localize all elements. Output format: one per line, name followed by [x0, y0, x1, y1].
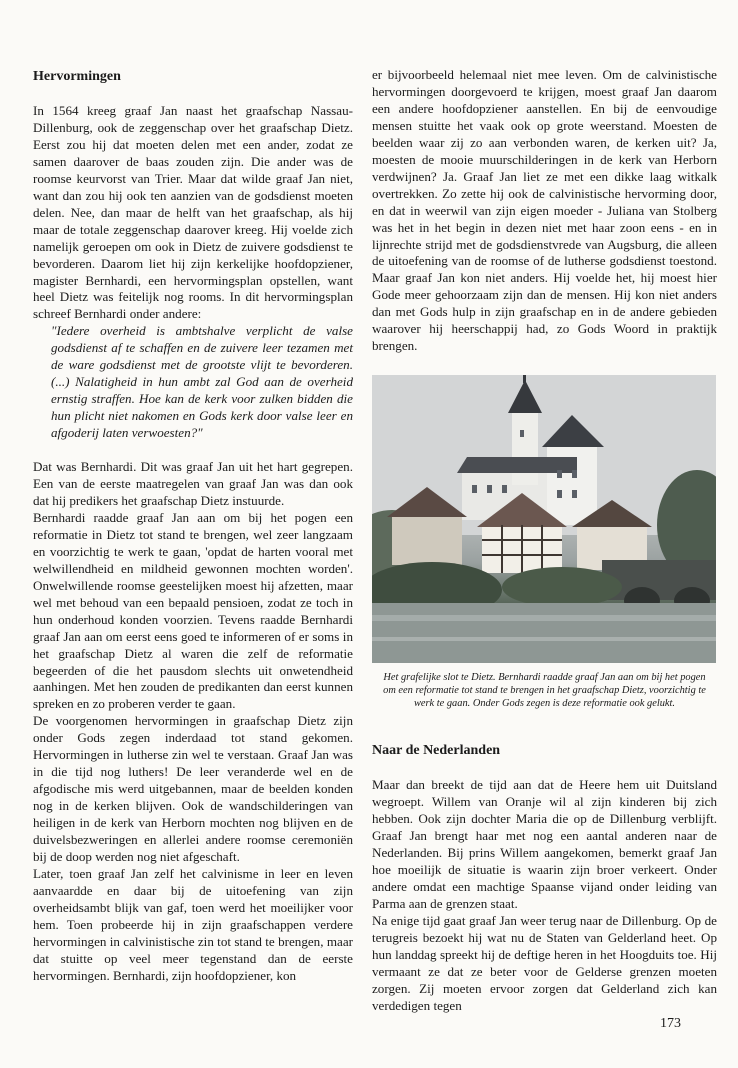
castle-illustration	[372, 375, 716, 663]
section-heading-naar-de-nederlanden: Naar de Nederlanden	[372, 743, 501, 759]
left-column	[33, 68, 353, 985]
paragraph: er bijvoorbeeld helemaal niet mee leven. Om de calvinistische hervormingen doorgevoerd te krijgen, moest graaf Jan daarom een andere hoofdopziener aanstellen. En bij de eenvoudige mensen stuitte het vaak ook op grote weerstand. Moesten de beelden waar zij zo aan verbonden waren, de kerken uit? Ja, moesten de mooie muurschilderingen in de kerk van Herborn verdwijnen? Ja. Graaf Jan liet ze met een dikke laag witkalk overtrekken. Zo zette hij ook de calvinistische hervorming door, en dat in weerwil van zijn eigen moeder - Juliana van Stolberg was het in het begin in dezen niet met haar zoon eens - en in lijnrechte strijd met de godsdienstvrede van Augsburg, die alleen de uitoefening van de roomse of de lutherse godsdienst toestond. Maar graaf Jan kon niet anders. Hij voelde het, hij moest hier Gode meer gehoorzaam zijn dan de mensen. Hij kon niet anders dan met Gods hulp in zijn graafschap en in de andere gebieden waarover hij heerschappij had, zo Gods Woord in praktijk brengen.	[372, 67, 717, 354]
block-quote: "Iedere overheid is ambtshalve verplicht de valse godsdienst af te schaffen en de zuivere leer tezamen met de ware godsdienst met de grootste vlijt te bevorderen. (...) Nalatigheid in hun ambt zal God aan de overheid ernstig straffen. Hoe kan de kerk voor zulken bidden die hun plicht niet nakomen en Gods kerk door valse leer en afgoderij laten verwoesten?"	[51, 323, 353, 441]
right-column	[372, 67, 717, 1015]
paragraph: Later, toen graaf Jan zelf het calvinisme in leer en leven aanvaardde en daar bij de uitoefening van zijn overheidsambt blijk van gaf, toen werd het moeilijker voor hem. Toen probeerde hij in zijn graafschappen verdere hervormingen in calvinistische zin tot stand te brengen, maar dat stuitte op veel meer tegenstand dan de eerste hervormingen. Bernhardi, zijn hoofdopziener, kon	[33, 865, 353, 983]
paragraph: Bernhardi raadde graaf Jan aan om bij het pogen een reformatie in Dietz tot stand te brengen, wel zeer langzaam en voorzichtig te werk te gaan, 'opdat de harten vooral met welwillendheid en mildheid gewonnen mochten worden'. Onwelwillende roomse geestelijken moest hij afzetten, maar wel met behoud van een bepaald pensioen, zodat ze toch in hun onderhoud konden voorzien. Tevens raadde Bernhardi graaf Jan aan om eerst eens goed te informeren of er soms in het graafschap Dietz al waren die zelf de reformatie begeerden of die het pausdom slechts uit onwetendheid aanhingen. Met hen zouden de predikanten dan eerst kunnen spreken en zo proberen verder te gaan.	[33, 509, 353, 712]
photo-caption: Het grafelijke slot te Dietz. Bernhardi raadde graaf Jan aan om bij het pogen om een reformatie tot stand te brengen in het graafschap Dietz, voorzichtig te werk te gaan. Onder Gods zegen is deze reformatie ook gelukt.	[383, 672, 706, 710]
page-number: 173	[660, 1016, 681, 1031]
paragraph: Na enige tijd gaat graaf Jan weer terug naar de Dillenburg. Op de terugreis bezoekt hij wat nu de Staten van Gelderland heet. Op hun landdag spreekt hij de deftige heren in het Hoogduits toe. Hij vermaant ze dat ze beter voor de Gelderse grenzen moeten zorgen. Zij moeten ervoor zorgen dat Gelderland zich kan verdedigen tegen	[372, 912, 717, 1013]
paragraph: Maar dan breekt de tijd aan dat de Heere hem uit Duitsland wegroept. Willem van Oranje wil al zijn kinderen bij zich hebben. Ook zijn dochter Maria die op de Dillenburg verblijft. Graaf Jan brengt haar met nog een aantal anderen naar de Nederlanden. Bij prins Willem aangekomen, bemerkt graaf Jan hoe moeilijk de situatie is waarin zijn broer verkeert. Onder andere omdat een machtige Spaanse vijand onder leiding van Parma aan de grenzen staat.	[372, 777, 717, 911]
section-heading-hervormingen: Hervormingen	[33, 69, 121, 84]
paragraph: Dat was Bernhardi. Dit was graaf Jan uit het hart gegrepen. Een van de eerste maatregelen van graaf Jan was dan ook dat hij predikers het graafschap Dietz instuurde.	[33, 459, 353, 508]
castle-photo	[372, 375, 716, 663]
paragraph: In 1564 kreeg graaf Jan naast het graafschap Nassau-Dillenburg, ook de zeggenschap over het graafschap Dietz. Eerst zou hij dat moeten delen met een ander, zodat ze samen daarover de baas zouden zijn. Die ander was de roomse keurvorst van Trier. Maar dat wilde graaf Jan niet, want dan zou hij ook ten aanzien van de godsdienst moeten delen. Nee, dan maar de helft van het graafschap, als hij maar de totale zeggenschap daarover kreeg. Hij voelde zich namelijk geroepen om ook in Dietz de zuivere godsdienst te bevorderen. Daarom liet hij zijn kerkelijke hoofdopziener, magister Bernhardi, een hervormingsplan opstellen, want heel Dietz was feitelijk nog rooms. In dit hervormingsplan schreef Bernhardi onder andere:	[33, 103, 353, 322]
paragraph: De voorgenomen hervormingen in graafschap Dietz zijn onder Gods zegen inderdaad tot stand gekomen. Hervormingen in lutherse zin wel te verstaan. Graaf Jan was in die tijd nog luthers! De leer veranderde wel en de afgodische mis werd uitgebannen, maar de beelden konden nog in de kerken blijven. Ook de wandschilderingen van heiligen in de kerk van Herborn mochten nog blijven en de duivelsbezweringen en allerlei andere roomse ceremoniën bij de doop werden nog niet afgeschaft.	[33, 713, 353, 864]
